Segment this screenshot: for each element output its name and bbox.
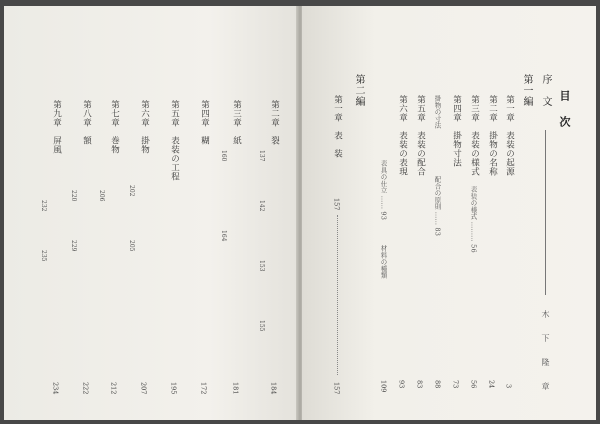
toc-chapter-6: 第六章 表装の表現 <box>397 95 408 176</box>
preface-rule <box>545 130 546 295</box>
toc-left-pg-d: 155 <box>258 320 265 332</box>
toc-page-ch6: 93 <box>397 380 406 389</box>
toc-left-pg-c: 153 <box>258 260 265 272</box>
toc-left-pg-j: 220 <box>70 190 77 202</box>
toc-left-chapter-5: 第五章 表装の工程 <box>169 100 180 181</box>
toc-chapter-1: 第一章 表装の起源 <box>504 95 515 176</box>
toc-left-chapter-2: 第二章 裂 <box>269 100 280 145</box>
toc-left-pg-b: 142 <box>258 200 265 212</box>
toc-left-chapter-4: 第四章 糊 <box>199 100 210 145</box>
toc-left-pg-h: 205 <box>128 240 135 252</box>
left-page <box>4 6 298 420</box>
toc-left-page-ch7: 212 <box>109 382 118 395</box>
toc-left-page-ch2: 184 <box>269 382 278 395</box>
leader-dots <box>337 215 338 375</box>
toc-left-chapter-8: 第八章 額 <box>81 100 92 145</box>
toc-chapter-3: 第三章 表装の様式 <box>469 95 480 176</box>
toc-left-page-ch8: 222 <box>81 382 90 395</box>
toc-left-page-ch4: 172 <box>199 382 208 395</box>
toc-sub-7: 材料の種類 <box>379 245 388 279</box>
toc-page-ch5: 83 <box>415 380 424 389</box>
toc-left-chapter-6: 第六章 掛物 <box>139 100 150 154</box>
toc-page-ch4: 73 <box>451 380 460 389</box>
preface-heading: 序 文 <box>540 74 551 107</box>
toc-page-ch3: 56 <box>469 380 478 389</box>
toc-left-pg-f: 164 <box>220 230 227 242</box>
toc-left-pg-e: 160 <box>220 150 227 162</box>
toc-page-ch2: 24 <box>487 380 496 389</box>
toc-left-pg-m: 235 <box>40 250 47 262</box>
toc-left-pg-k: 229 <box>70 240 77 252</box>
author-name: 木 下 隆 章 <box>541 310 550 394</box>
toc-left-pg-g: 202 <box>128 185 135 197</box>
toc-chapter-2: 第二章 掛物の名称 <box>487 95 498 176</box>
toc-sub-6: 表具の仕立 …… 93 <box>379 160 388 221</box>
toc-sub-5: 配合の原則 …… 83 <box>433 176 442 237</box>
toc-left-chapter-3: 第三章 紙 <box>231 100 242 145</box>
part-one-heading: 第一編 <box>521 74 532 107</box>
right-page <box>302 6 596 420</box>
toc-page-part2-ch1: 157 <box>332 198 341 211</box>
toc-left-chapter-7: 第七章 巻物 <box>109 100 120 154</box>
toc-page-ch1: 3 <box>504 384 513 389</box>
toc-left-pg-a: 137 <box>258 150 265 162</box>
toc-left-chapter-9: 第九章 屏風 <box>51 100 62 154</box>
toc-part2-chapter-1: 第一章 表 装 <box>332 95 343 158</box>
toc-sub-3: 表装の様式 ……… 56 <box>469 186 478 253</box>
toc-chapter-5: 第五章 表装の配合 <box>415 95 426 176</box>
part-two-heading: 第二編 <box>353 74 364 107</box>
toc-page-sub7: 109 <box>379 380 388 393</box>
toc-left-pg-i: 206 <box>98 190 105 202</box>
toc-left-page-ch6: 207 <box>139 382 148 395</box>
toc-chapter-4: 第四章 掛物寸法 <box>451 95 462 167</box>
toc-left-page-ch5: 195 <box>169 382 178 395</box>
toc-left-page-ch9: 234 <box>51 382 60 395</box>
toc-left-page-ch3: 181 <box>231 382 240 395</box>
toc-left-pg-l: 232 <box>40 200 47 212</box>
toc-page-part2-end: 157 <box>332 382 341 395</box>
toc-title: 目 次 <box>558 90 571 129</box>
toc-page-sub4: 88 <box>433 380 442 389</box>
toc-sub-4: 掛物の寸法 <box>433 95 442 129</box>
